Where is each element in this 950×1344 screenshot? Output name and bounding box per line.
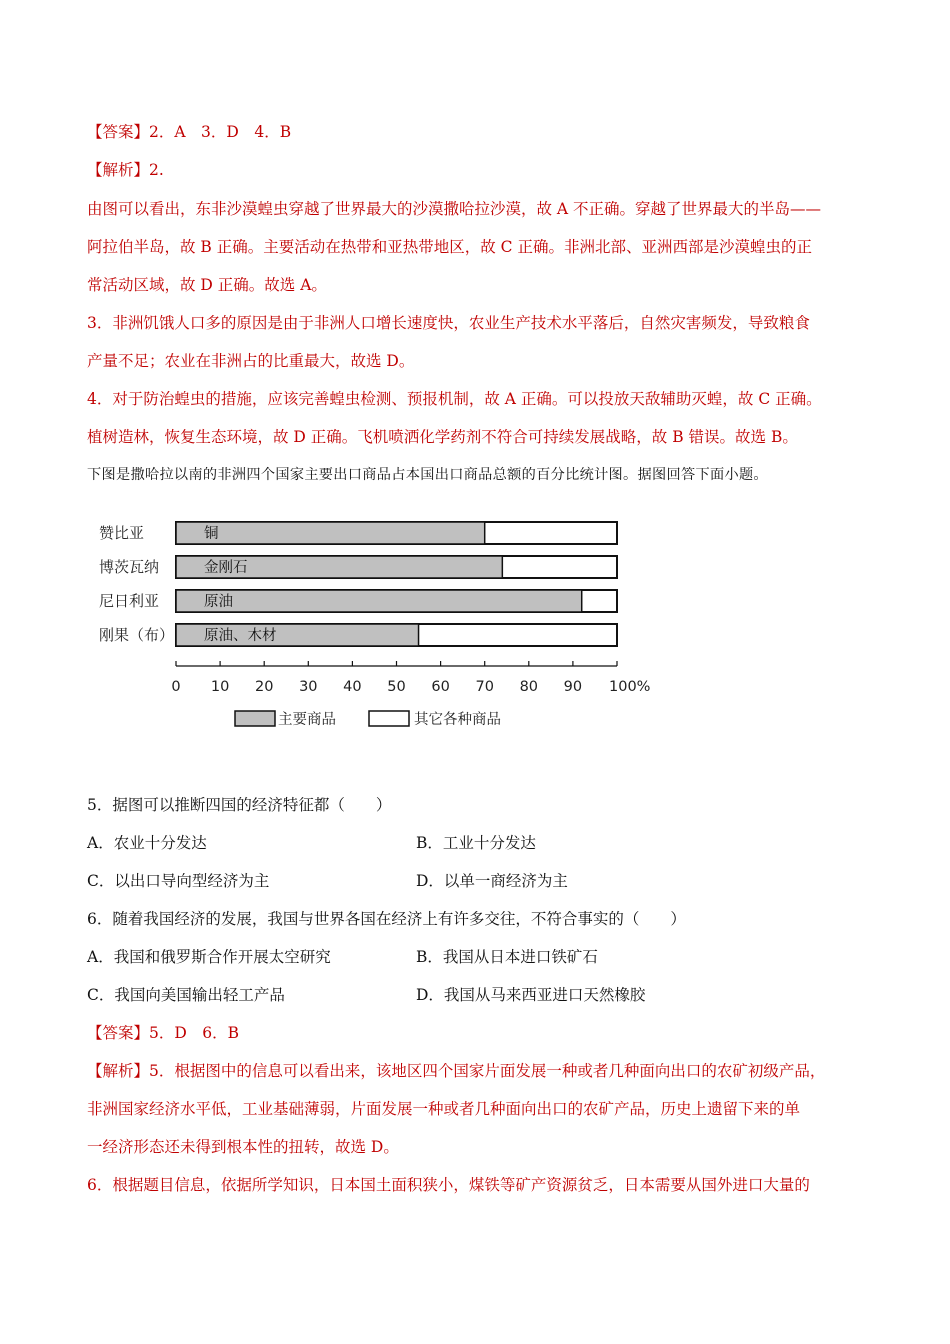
main-goods-label: 铜 <box>204 526 219 542</box>
analysis-q5-line: 一经济形态还未得到根本性的扭转，故选 D。 <box>87 1138 399 1156</box>
x-tick-label: 10 <box>210 679 230 695</box>
analysis-q2-line: 由图可以看出，东非沙漠蝗虫穿越了世界最大的沙漠撒哈拉沙漠，故 A 不正确。穿越了世界最大的半岛—— <box>87 200 822 218</box>
x-tick-label: 20 <box>254 679 274 695</box>
main-goods-label: 金刚石 <box>204 560 248 576</box>
analysis-q3-line: 3．非洲饥饿人口多的原因是由于非洲人口增长速度快，农业生产技术水平落后，自然灾害频发，导致粮食 <box>87 314 810 332</box>
question-6-option-b: B．我国从日本进口铁矿石 <box>416 948 598 966</box>
question-5-option-b: B．工业十分发达 <box>416 834 536 852</box>
analysis-q4-line: 4．对于防治蝗虫的措施，应该完善蝗虫检测、预报机制，故 A 正确。可以投放天敌辅助灭蝗，故 C 正确。 <box>87 390 822 408</box>
analysis-q5-line: 【解析】5．根据图中的信息可以看出来，该地区四个国家片面发展一种或者几种面向出口的农矿初级产品， <box>87 1062 826 1080</box>
x-tick-label: 40 <box>343 679 362 695</box>
x-tick-label: 30 <box>299 679 318 695</box>
x-tick-label: 90 <box>563 679 583 695</box>
main-goods-label: 原油 <box>204 594 233 610</box>
x-tick-label: 80 <box>519 679 539 695</box>
x-tick-label: 100% <box>609 679 651 695</box>
answer-5-6: 【答案】5．D 6．B <box>87 1024 240 1042</box>
question-5-option-a: A．农业十分发达 <box>87 834 207 852</box>
x-tick-label: 70 <box>475 679 494 695</box>
answer-2-4: 【答案】2．A 3．D 4．B <box>87 123 292 141</box>
question-5-stem: 5．据图可以推断四国的经济特征都（ ） <box>87 796 392 814</box>
question-6-option-d: D．我国从马来西亚进口天然橡胶 <box>416 986 646 1004</box>
main-goods-label: 原油、木材 <box>204 628 277 644</box>
category-label: 赞比亚 <box>99 524 145 542</box>
x-tick-label: 0 <box>171 679 181 695</box>
analysis-q2-line: 阿拉伯半岛，故 B 正确。主要活动在热带和亚热带地区，故 C 正确。非洲北部、亚洲西部是沙漠蝗虫的正 <box>87 238 812 256</box>
category-label: 刚果（布） <box>99 626 175 644</box>
main-goods-bar <box>176 522 485 544</box>
x-tick-label: 50 <box>387 679 406 695</box>
analysis-q5-line: 非洲国家经济水平低，工业基础薄弱，片面发展一种或者几种面向出口的农矿产品，历史上遗留下来的单 <box>87 1100 801 1118</box>
analysis-q6-line: 6．根据题目信息，依据所学知识，日本国土面积狭小，煤铁等矿产资源贫乏，日本需要从国外进口大量的 <box>87 1176 810 1194</box>
analysis-heading: 【解析】2. <box>87 161 164 179</box>
question-6-stem: 6．随着我国经济的发展，我国与世界各国在经济上有许多交往，不符合事实的（ ） <box>87 910 686 928</box>
question-6-option-c: C．我国向美国输出轻工产品 <box>87 986 285 1004</box>
legend-swatch-main <box>235 711 275 726</box>
chart-intro: 下图是撒哈拉以南的非洲四个国家主要出口商品占本国出口商品总额的百分比统计图。据图回答下面小题。 <box>87 467 768 483</box>
legend-label-main: 主要商品 <box>278 712 336 728</box>
analysis-q2-line: 常活动区域，故 D 正确。故选 A。 <box>87 276 327 294</box>
analysis-q3-line: 产量不足；农业在非洲占的比重最大，故选 D。 <box>87 352 415 370</box>
x-tick-label: 60 <box>431 679 450 695</box>
export-share-chart <box>95 512 655 738</box>
legend-label-other: 其它各种商品 <box>414 712 501 728</box>
legend-swatch-other <box>369 711 409 726</box>
category-label: 尼日利亚 <box>99 592 160 610</box>
question-5-option-c: C．以出口导向型经济为主 <box>87 872 270 890</box>
category-label: 博茨瓦纳 <box>99 558 160 576</box>
analysis-q4-line: 植树造林，恢复生态环境，故 D 正确。飞机喷洒化学药剂不符合可持续发展战略，故 B 错误。故选 B。 <box>87 428 798 446</box>
question-6-option-a: A．我国和俄罗斯合作开展太空研究 <box>87 948 331 966</box>
main-goods-bar <box>176 590 582 612</box>
question-5-option-d: D．以单一商经济为主 <box>416 872 568 890</box>
